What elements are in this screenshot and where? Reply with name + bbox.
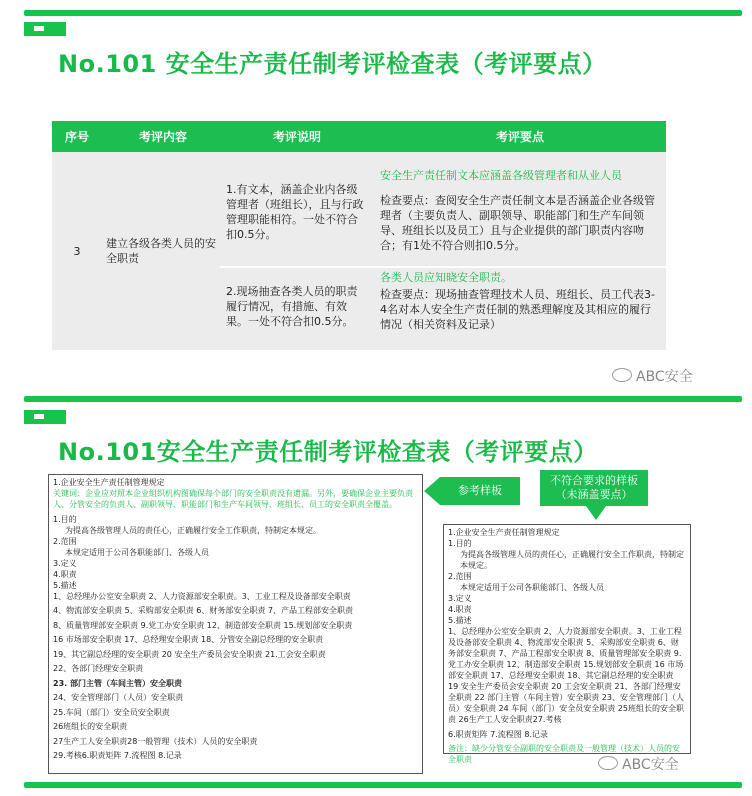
bad-doc-title: 1.企业安全生产责任制管理规定 xyxy=(448,528,560,537)
bad-doc-body: 1、总经理办公室安全职责 2、人力资源部安全职责。3、工业工程及设备部安全职责 4、物流部安全职责 5、采购部安全职责 6、财务部安全职责 7、产品工程部安全职责 8、质量管理部安全职责 9.党工办安全职责 12、制造部安全职责 15.规划部安全职责 16 市场部安全职责 17、总经理安全职责 18、其它副总经理的安全职责 19 安全生产委员会安全职责 20 工会安全职责 21、各部门经理安全职责 22 部门主管（车间主管）安全职责 23、安全管理部门（人员）安全职责 24 车间（部门）安全员安全职责 25班组长的安全职责 26生产工人安全职责27.考核 xyxy=(448,627,684,724)
ref-doc-line: 4、物流部安全职责 5、采购部安全职责 6、财务部安全职责 7、产品工程部安全职责 xyxy=(53,606,353,615)
row-item: 建立各级各类人员的安全职责 xyxy=(102,152,220,350)
ref-doc-line: 29.考核6.职责矩阵 7.流程图 8.记录 xyxy=(53,751,182,760)
nonconforming-label-line2: （未涵盖要点） xyxy=(555,488,633,501)
key-2-body: 检查要点：现场抽查管理技术人员、班组长、员工代表3-4名对本人安全生产责任制的熟悉理解度及其相应的履行情况（相关资料及记录） xyxy=(380,287,655,331)
ref-doc-note: 关键词：企业应对照本企业组织机构图确保每个部门的安全职责没有遗漏。另外，要确保企业主要负责人、分管安全的负责人、副职领导、职能部门和生产车间领导、班组长、员工的安全职责全覆盖。 xyxy=(53,489,413,509)
ref-doc-line: 19、其它副总经理的安全职责 20 安全生产委员会安全职责 21.工会安全职责 xyxy=(53,649,326,659)
bad-doc-scope: 2.范围 xyxy=(448,572,472,581)
nonconforming-sample-label xyxy=(540,470,648,506)
wechat-icon xyxy=(598,756,618,770)
row-key-2 xyxy=(374,267,666,350)
ref-doc-purpose: 1.目的 xyxy=(53,514,77,524)
slide2-bottom-bar xyxy=(24,782,742,788)
ref-doc-def: 3.定义 xyxy=(53,558,77,568)
slide1-corner-tag xyxy=(24,22,66,36)
ref-doc-line: 25.车间（部门）安全员安全职责 xyxy=(53,707,170,717)
header-item: 考评内容 xyxy=(102,121,220,152)
ref-doc-purpose-text: 为提高各级管理人员的责任心，正确履行安全工作职责，特制定本规定。 xyxy=(65,525,321,535)
ref-doc-line: 24、安全管理部门（人员）安全职责 xyxy=(53,693,184,702)
row-desc-2 xyxy=(220,267,374,350)
table-row xyxy=(52,152,666,267)
bad-doc-scope-text: 本规定适用于公司各职能部门、各级人员 xyxy=(460,583,604,592)
header-key: 考评要点 xyxy=(374,121,666,152)
desc-2-text: 2.现场抽查各类人员的职责履行情况，有措施、有效果。一处不符合扣0.5分。 xyxy=(226,284,358,328)
ref-doc-duty: 4.职责 xyxy=(53,569,77,579)
slide1-watermark: ABC安全 xyxy=(612,366,693,386)
ref-doc-line: 27生产工人安全职责28一般管理（技术）人员的安全职责 xyxy=(53,736,258,746)
row-key-1 xyxy=(374,152,666,267)
reference-sample-label: 参考样板 xyxy=(440,477,520,505)
bad-doc-desc: 5.描述 xyxy=(448,616,472,625)
ref-doc-line: 23. 部门主管（车间主管）安全职责 xyxy=(53,678,182,688)
bad-doc-duty: 4.职责 xyxy=(448,605,472,614)
bad-doc-def: 3.定义 xyxy=(448,594,472,603)
desc-1-text: 1.有文本，涵盖企业内各级管理者（班组长），且与行政管理职能相符。一处不符合扣0.5分。 xyxy=(226,183,364,241)
bad-doc-purpose: 1.目的 xyxy=(448,539,472,548)
assessment-table xyxy=(52,121,666,350)
wechat-icon xyxy=(612,368,632,382)
ref-doc-desc: 5.描述 xyxy=(53,580,77,590)
key-2-head: 各类人员应知晓安全职责。 xyxy=(380,270,512,284)
bad-doc-purpose-text: 为提高各级管理人员的责任心，正确履行安全工作职责，特制定本规定。 xyxy=(460,550,684,570)
ref-doc-scope-text: 本规定适用于公司各职能部门、各级人员 xyxy=(65,547,209,557)
slide1-title: No.101 安全生产责任制考评检查表（考评要点） xyxy=(58,50,607,78)
nonconforming-label-line1: 不符合要求的样板 xyxy=(550,474,638,487)
ref-doc-line: 26班组长的安全职责 xyxy=(53,722,128,731)
ref-doc-line: 16 市场部安全职责 17、总经理安全职责 18、分管安全副总经理的安全职责 xyxy=(53,635,324,644)
ref-doc-scope: 2.范围 xyxy=(53,536,77,546)
key-1-body: 检查要点：查阅安全生产责任制文本是否涵盖企业各级管理者（主要负责人、副职领导、职能部门和生产车间领导、班组长以及员工）且与企业提供的部门职责内容吻合；有1处不符合则扣0.5分。 xyxy=(380,194,655,252)
slide2-title: No.101安全生产责任制考评检查表（考评要点） xyxy=(58,438,598,466)
ref-doc-title: 1.企业安全生产责任制管理规定 xyxy=(53,478,165,487)
slide1-bottom-bar xyxy=(24,396,742,402)
nonconforming-document xyxy=(443,524,691,764)
ref-doc-line: 8、质量管理部安全职责 9.党工办安全职责 12、制造部安全职责 15.规划部安全职责 xyxy=(53,620,353,630)
reference-document xyxy=(48,474,423,774)
slide1-top-bar xyxy=(24,10,742,16)
header-desc: 考评说明 xyxy=(220,121,374,152)
ref-doc-line: 22、各部门经理安全职责 xyxy=(53,664,144,673)
bad-doc-remark: 备注：缺少分管安全副职的安全职责及一般管理（技术）人员的安全职责 xyxy=(448,744,680,764)
ref-doc-line: 1、总经理办公室安全职责 2、人力资源部安全职责。3、工业工程及设备部安全职责 xyxy=(53,591,351,601)
row-no: 3 xyxy=(52,152,102,350)
key-1-head: 安全生产责任制文本应涵盖各级管理者和从业人员 xyxy=(380,169,622,182)
table-header-row xyxy=(52,121,666,152)
row-desc-1 xyxy=(220,152,374,267)
header-no: 序号 xyxy=(52,121,102,152)
bad-doc-tail: 6.职责矩阵 7.流程图 8.记录 xyxy=(448,729,548,739)
slide2-corner-tag xyxy=(24,410,66,424)
slide2-watermark: ABC安全 xyxy=(598,754,679,774)
